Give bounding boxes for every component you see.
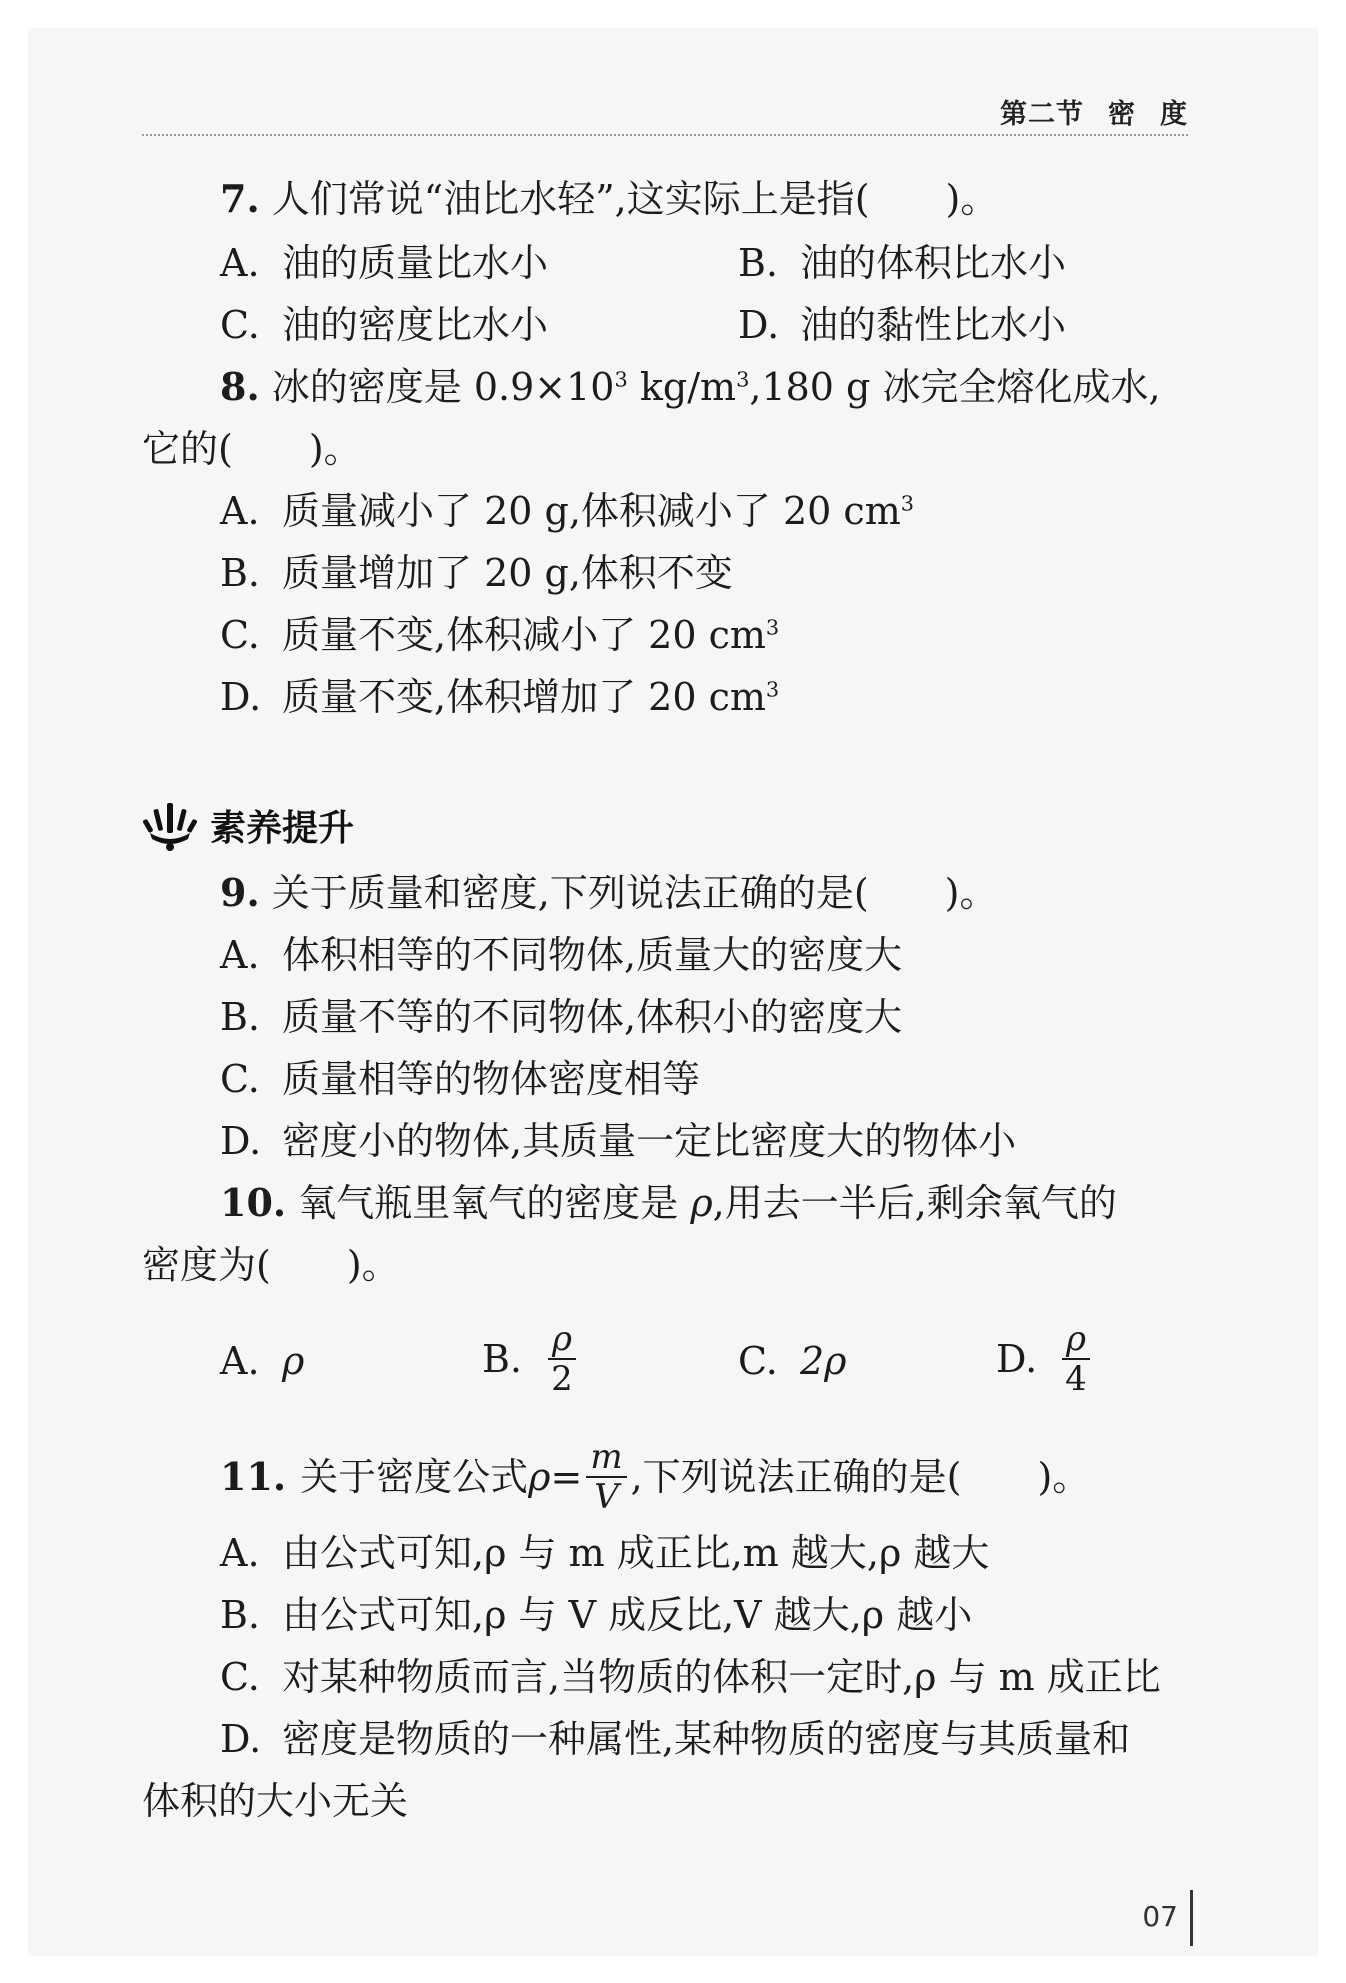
option-letter: A. (220, 1531, 260, 1575)
fraction (1062, 1319, 1090, 1399)
crown-icon (142, 797, 198, 853)
superscript: 3 (765, 677, 780, 702)
option-text: 质量增加了 20 g,体积不变 (282, 551, 733, 595)
question-text: 冰的密度是 0.9×10 (271, 365, 615, 409)
question-text: 关于质量和密度,下列说法正确的是( )。 (271, 871, 998, 915)
q10-option-a[interactable] (220, 1338, 304, 1384)
option-letter: A. (220, 489, 260, 533)
question-text: 关于密度公式 (300, 1455, 529, 1499)
q7-option-a[interactable] (220, 240, 548, 286)
question-text: kg/m (627, 365, 737, 409)
option-letter: B. (220, 551, 261, 595)
question-7-stem (220, 176, 998, 222)
option-letter: B. (220, 1593, 261, 1637)
option-text: 对某种物质而言,当物质的体积一定时,ρ 与 m 成正比 (282, 1655, 1161, 1699)
option-letter: B. (482, 1337, 523, 1381)
page-number-divider (1190, 1890, 1193, 1946)
rho-symbol: ρ (690, 1181, 713, 1225)
q11-option-a[interactable] (220, 1530, 989, 1576)
question-10-stem-line2: 密度为( )。 (142, 1243, 400, 1287)
superscript: 3 (765, 615, 780, 640)
question-number: 7. (220, 176, 260, 221)
question-text: 氧气瓶里氧气的密度是 (298, 1181, 691, 1225)
option-text: 油的黏性比水小 (800, 303, 1067, 347)
header-divider (142, 134, 1188, 136)
fraction-numerator: m (586, 1440, 626, 1478)
q8-option-c[interactable] (220, 612, 779, 658)
option-letter: B. (220, 995, 261, 1039)
question-10-stem (220, 1180, 1117, 1226)
formula-lhs: ρ= (528, 1455, 583, 1499)
fraction (548, 1319, 576, 1399)
q9-option-b[interactable] (220, 994, 902, 1040)
question-number: 11. (220, 1454, 287, 1499)
q8-option-b[interactable] (220, 550, 733, 596)
fraction-denominator: V (594, 1477, 619, 1517)
question-8-stem (220, 364, 1161, 410)
fraction-numerator: ρ (1062, 1322, 1090, 1360)
option-text: 质量相等的物体密度相等 (282, 1057, 701, 1101)
option-text: 由公式可知,ρ 与 m 成正比,m 越大,ρ 越大 (282, 1531, 990, 1575)
section-heading (142, 797, 354, 853)
section-label-1: 密 (1108, 99, 1136, 130)
option-letter: D. (738, 303, 780, 347)
option-text: 质量不变,体积增加了 20 cm (282, 675, 766, 719)
q11-option-b[interactable] (220, 1592, 972, 1638)
option-letter: A. (220, 241, 260, 285)
option-text: 密度是物质的一种属性,某种物质的密度与其质量和 (282, 1717, 1131, 1761)
superscript: 3 (736, 367, 750, 392)
option-letter: B. (738, 241, 779, 285)
option-letter: A. (220, 933, 260, 977)
fraction-denominator: 4 (1065, 1359, 1087, 1399)
option-text: 体积相等的不同物体,质量大的密度大 (282, 933, 903, 977)
chapter-label: 第二节 (1000, 99, 1084, 130)
formula-fraction (586, 1437, 626, 1517)
q8-option-d[interactable] (220, 674, 779, 720)
option-letter: A. (220, 1339, 260, 1383)
option-text: 质量减小了 20 g,体积减小了 20 cm (282, 489, 901, 533)
question-8-stem-line2: 它的( )。 (142, 427, 362, 471)
section-title: 素养提升 (210, 807, 355, 849)
option-letter: D. (220, 675, 262, 719)
question-11-stem (220, 1437, 1091, 1517)
option-text: 油的密度比水小 (282, 303, 549, 347)
q11-option-d-line2: 体积的大小无关 (142, 1779, 409, 1823)
fraction-numerator: ρ (548, 1322, 576, 1360)
q9-option-d[interactable] (220, 1118, 1016, 1164)
option-text: 密度小的物体,其质量一定比密度大的物体小 (282, 1119, 1017, 1163)
q7-option-b[interactable] (738, 240, 1066, 286)
option-text: ρ (282, 1339, 305, 1383)
option-text: 油的体积比水小 (800, 241, 1067, 285)
question-text: 人们常说“油比水轻”,这实际上是指( )。 (271, 177, 999, 221)
option-letter: C. (220, 1057, 260, 1101)
option-letter: D. (220, 1717, 262, 1761)
q8-option-a[interactable] (220, 488, 914, 534)
q11-option-c[interactable] (220, 1654, 1161, 1700)
question-number: 8. (220, 364, 260, 409)
question-text: ,用去一半后,剩余氧气的 (712, 1181, 1117, 1225)
option-letter: C. (220, 303, 260, 347)
q7-option-c[interactable] (220, 302, 548, 348)
running-header (1000, 92, 1188, 131)
q10-option-c[interactable] (738, 1338, 847, 1384)
superscript: 3 (900, 491, 915, 516)
option-letter: D. (220, 1119, 262, 1163)
option-text: 2ρ (800, 1339, 847, 1383)
q11-option-d[interactable] (220, 1716, 1130, 1762)
q9-option-a[interactable] (220, 932, 902, 978)
option-text: 由公式可知,ρ 与 V 成反比,V 越大,ρ 越小 (282, 1593, 973, 1637)
option-letter: C. (738, 1339, 778, 1383)
option-letter: C. (220, 1655, 260, 1699)
question-text: ,下列说法正确的是( )。 (630, 1455, 1091, 1499)
question-9-stem (220, 870, 998, 916)
option-letter: D. (996, 1337, 1038, 1381)
question-number: 10. (220, 1180, 287, 1225)
q9-option-c[interactable] (220, 1056, 700, 1102)
q7-option-d[interactable] (738, 302, 1066, 348)
page-number: 07 (1142, 1900, 1178, 1933)
fraction-denominator: 2 (551, 1359, 573, 1399)
question-text: ,180 g 冰完全熔化成水, (749, 365, 1161, 409)
q10-option-b[interactable] (482, 1319, 580, 1399)
option-text: 油的质量比水小 (282, 241, 549, 285)
option-text: 质量不等的不同物体,体积小的密度大 (282, 995, 903, 1039)
question-number: 9. (220, 870, 260, 915)
superscript: 3 (614, 367, 628, 392)
q10-option-d[interactable] (996, 1319, 1094, 1399)
section-label-2: 度 (1160, 99, 1188, 130)
option-letter: C. (220, 613, 260, 657)
option-text: 质量不变,体积减小了 20 cm (282, 613, 766, 657)
